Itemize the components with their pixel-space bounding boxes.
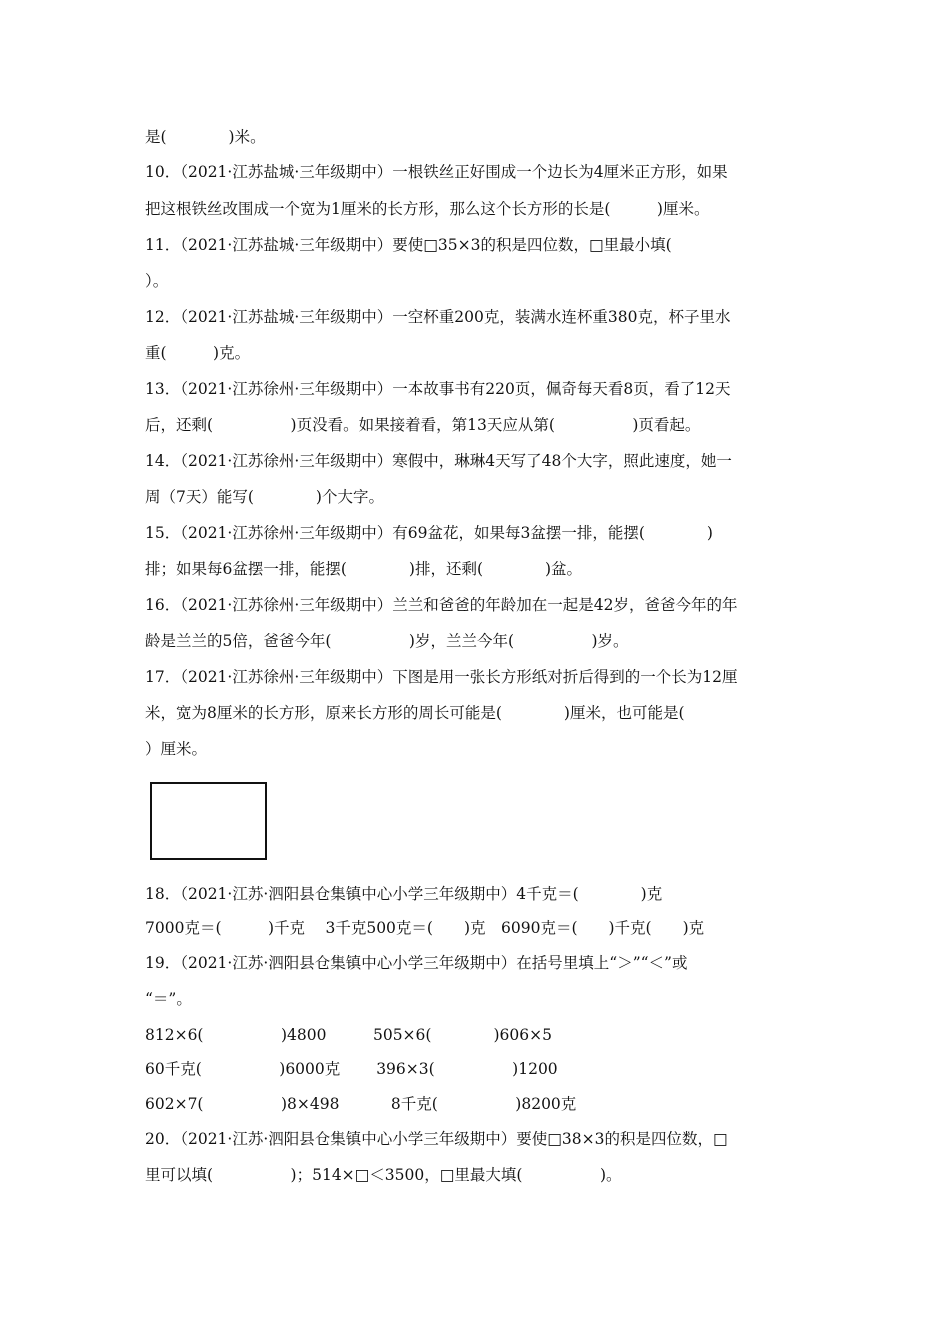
q11-line-1: 11．（2021·江苏盐城·三年级期中）要使□35×3的积是四位数，□里最小填( <box>145 236 672 254</box>
q17-line-3: ）厘米。 <box>145 740 208 758</box>
q16-line-1: 16．（2021·江苏徐州·三年级期中）兰兰和爸爸的年龄加在一起是42岁，爸爸今年的年 <box>145 596 738 614</box>
q15-line-1: 15．（2021·江苏徐州·三年级期中）有69盆花，如果每3盆摆一排，能摆( ) <box>145 524 713 542</box>
q15-line-2: 排；如果每6盆摆一排，能摆( )排，还剩( )盆。 <box>145 560 583 578</box>
q12-line-1: 12．（2021·江苏盐城·三年级期中）一空杯重200克，装满水连杯重380克，杯子里水 <box>145 308 731 326</box>
q20-line-1: 20．（2021·江苏·泗阳县仓集镇中心小学三年级期中）要使□38×3的积是四位数，□ <box>145 1130 728 1148</box>
q16-line-2: 龄是兰兰的5倍，爸爸今年( )岁，兰兰今年( )岁。 <box>145 632 629 650</box>
q19-compare-row-1: 812×6( )4800 505×6( )606×5 <box>145 1026 552 1044</box>
q14-line-2: 周（7天）能写( )个大字。 <box>145 488 384 506</box>
q18-line-1: 18．（2021·江苏·泗阳县仓集镇中心小学三年级期中）4千克＝( )克 <box>145 885 663 903</box>
q17-line-2: 米，宽为8厘米的长方形，原来长方形的周长可能是( )厘米，也可能是( <box>145 704 685 722</box>
q14-line-1: 14．（2021·江苏徐州·三年级期中）寒假中，琳琳4天写了48个大字，照此速度，她一 <box>145 452 732 470</box>
q11-line-2: ）。 <box>145 272 169 290</box>
q19-compare-row-3: 602×7( )8×498 8千克( )8200克 <box>145 1095 577 1113</box>
q20-line-2: 里可以填( )；514×□＜3500，□里最大填( )。 <box>145 1166 622 1184</box>
q13-line-1: 13．（2021·江苏徐州·三年级期中）一本故事书有220页，佩奇每天看8页，看了12天 <box>145 380 731 398</box>
q17-line-1: 17．（2021·江苏徐州·三年级期中）下图是用一张长方形纸对折后得到的一个长为12厘 <box>145 668 738 686</box>
q12-line-2: 重( )克。 <box>145 344 251 362</box>
q13-line-2: 后，还剩( )页没看。如果接着看，第13天应从第( )页看起。 <box>145 416 701 434</box>
q18-line-2: 7000克＝( )千克 3千克500克＝( )克 6090克＝( )千克( )克 <box>145 919 705 937</box>
q10-line-1: 10．（2021·江苏盐城·三年级期中）一根铁丝正好围成一个边长为4厘米正方形，如果 <box>145 163 728 181</box>
q19-line-2: “＝”。 <box>145 990 192 1008</box>
q10-line-2: 把这根铁丝改围成一个宽为1厘米的长方形，那么这个长方形的长是( )厘米。 <box>145 200 710 218</box>
q9-continuation: 是( )米。 <box>145 128 266 146</box>
q19-line-1: 19．（2021·江苏·泗阳县仓集镇中心小学三年级期中）在括号里填上“＞”“＜”或 <box>145 954 688 972</box>
rectangle-figure <box>150 782 267 860</box>
q19-compare-row-2: 60千克( )6000克 396×3( )1200 <box>145 1060 558 1078</box>
